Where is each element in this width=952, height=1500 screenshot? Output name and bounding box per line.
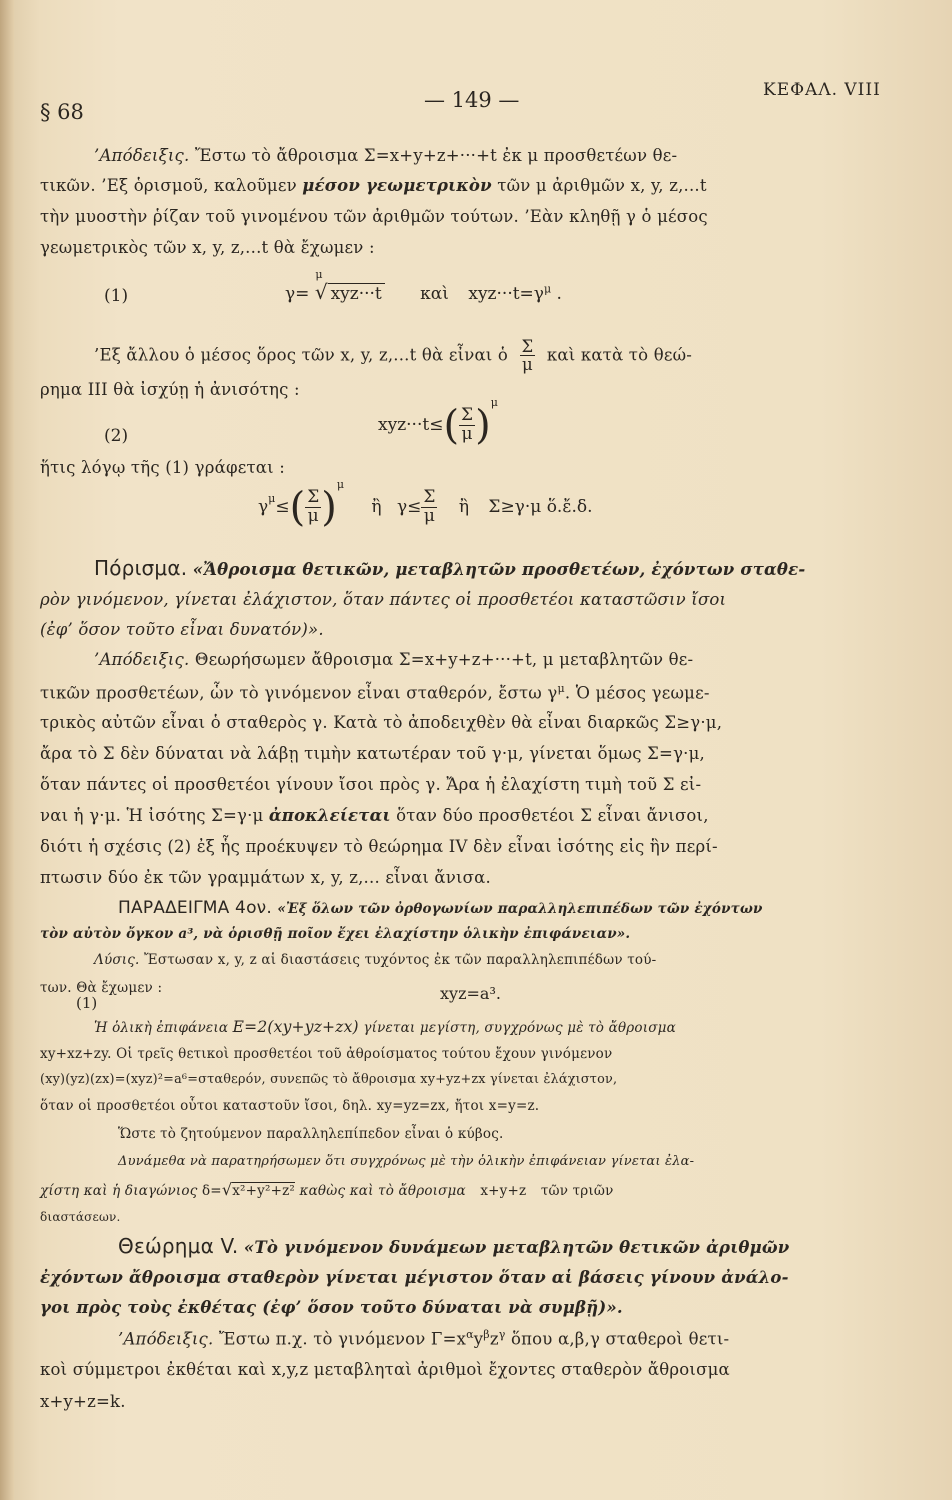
proof-label: ’Απόδειξις. — [94, 146, 190, 165]
eq2-label: (2) — [104, 426, 129, 446]
eq3-intro: ἥτις λόγῳ τῆς (1) γράφεται : — [40, 458, 285, 477]
porisma-label: Πόρισμα. — [94, 556, 188, 580]
example-line8: ὅταν οἱ προσθετέοι οὗτοι καταστοῦν ἴσοι, δηλ. xy=yz=zx, ἤτοι x=y=z. — [40, 1098, 540, 1114]
mean-line: ’Εξ ἄλλου ὁ μέσος ὅρος τῶν x, y, z,...t θὰ εἶναι ὁ $\frac{\Sigma}{\mu}$ καὶ κατὰ τὸ θεώ- — [94, 337, 693, 375]
example-line5: Ἡ ὁλικὴ ἐπιφάνεια E=2(xy+yz+zx) γίνεται μεγίστη, συγχρόνως μὲ τὸ ἄθροισμα — [94, 1018, 676, 1036]
proof1-line3: τὴν μυοστὴν ῥίζαν τοῦ γινομένου τῶν ἀριθμῶν τούτων. ’Εὰν κληθῇ γ ὁ μέσος — [40, 207, 708, 226]
proof2-line1: ’Απόδειξις. Θεωρήσωμεν ἄθροισμα Σ=x+y+z+···+t, μ μεταβλητῶν θε- — [94, 650, 694, 669]
example-line12: διαστάσεων. — [40, 1210, 121, 1224]
theorem5-label: Θεώρημα V. — [118, 1234, 239, 1258]
porisma-line2: ρὸν γινόμενον, γίνεται ἐλάχιστον, ὅταν πάντες οἱ προσθετέοι καταστῶσιν ἴσοι — [40, 590, 727, 609]
proof1-line2: τικῶν. ’Εξ ὁρισμοῦ, καλοῦμεν μέσον γεωμετρικὸν τῶν μ ἀριθμῶν x, y, z,...t — [40, 176, 707, 195]
proof2-line4: ἄρα τὸ Σ δὲν δύναται νὰ λάβῃ τιμὴν κατωτέραν τοῦ γ·μ, γίνεται ὅμως Σ=γ·μ, — [40, 744, 705, 763]
theorem5-line1: Θεώρημα V. «Τὸ γινόμενον δυνάμεων μεταβλητῶν θετικῶν ἀριθμῶν — [118, 1234, 790, 1258]
proof2-line5: ὅταν πάντες οἱ προσθετέοι γίνουν ἴσοι πρὸς γ. Ἄρα ἡ ἐλαχίστη τιμὴ τοῦ Σ εἰ- — [40, 775, 702, 794]
eq3-formula: $\gamma^\mu\le$( $\frac{\Sigma}{\mu}$ )$^\mu$ ἢ γ≤ $\frac{\Sigma}{\mu}$ ἢ Σ≥γ·μ ὅ.ἔ.δ. — [258, 478, 593, 531]
example-label: ΠΑΡΑΔΕΙΓΜΑ 4ον. — [118, 898, 272, 918]
example-line2: τὸν αὐτὸν ὄγκον a³, νὰ ὁρισθῇ ποῖον ἔχει ἐλαχίστην ὁλικὴν ἐπιφάνειαν». — [40, 926, 631, 942]
proof2-line6: ναι ἡ γ·μ. Ἡ ἰσότης Σ=γ·μ ἀποκλείεται ὅταν δύο προσθετέοι Σ εἶναι ἄνισοι, — [40, 806, 709, 825]
radical-sign: √ — [314, 280, 328, 304]
section-number: § 68 — [40, 100, 84, 124]
theorem5-proof-line1: ’Απόδειξις. Ἔστω π.χ. τὸ γινόμενον $\Gamma=x^\alpha y^\beta z^\gamma$ ὅπου α,β,γ σταθεροὶ θετι- — [118, 1328, 730, 1349]
radical-sign: √ — [221, 1180, 233, 1199]
mean-line2: ρημα III θὰ ἰσχύῃ ἡ ἀνισότης : — [40, 380, 300, 399]
proof2-line3: τρικὸς αὐτῶν εἶναι ὁ σταθερὸς γ. Κατὰ τὸ ἀποδειχθὲν θὰ εἶναι διαρκῶς Σ≥γ·μ, — [40, 713, 723, 732]
porisma-line3: (ἐφ’ ὅσον τοῦτο εἶναι δυνατόν)». — [40, 620, 324, 639]
proof1-line1: ’Απόδειξις. Ἔστω τὸ ἄθροισμα Σ=x+y+z+···+t ἐκ μ προσθετέων θε- — [94, 146, 678, 165]
example-line7: (xy)(yz)(zx)=(xyz)²=a⁶=σταθερόν, συνεπῶς τὸ ἄθροισμα xy+yz+zx γίνεται ἐλάχιστον, — [40, 1072, 618, 1087]
example-line1: ΠΑΡΑΔΕΙΓΜΑ 4ον. «Ἐξ ὅλων τῶν ὀρθογωνίων παραλληλεπιπέδων τῶν ἐχόντων — [118, 898, 763, 918]
term-geometric-mean: μέσον γεωμετρικὸν — [302, 176, 492, 195]
theorem5-line2: ἐχόντων ἄθροισμα σταθερὸν γίνεται μέγιστον ὅταν αἱ βάσεις γίνουν ἀνάλο- — [40, 1268, 789, 1287]
page-number: — 149 — — [424, 88, 520, 112]
proof2-line2: τικῶν προσθετέων, ὧν τὸ γινόμενον εἶναι σταθερόν, ἔστω $\gamma^\mu$. Ὁ μέσος γεωμε- — [40, 682, 710, 703]
chapter-label: ΚΕΦΑΛ. VIII — [763, 80, 881, 100]
sigma-over-mu: $\frac{\Sigma}{\mu}$ — [521, 337, 534, 375]
theorem5-proof-line3: x+y+z=k. — [40, 1392, 126, 1411]
eq1-formula: γ= μ √ xyz···t καὶ $xyz\cdot\cdot\cdot t=\gamma^\mu$ . — [285, 268, 562, 304]
eq1-label: (1) — [104, 286, 129, 306]
eq2-formula: xyz···t≤( $\frac{\Sigma}{\mu}$ )$^\mu$ — [378, 396, 498, 449]
proof1-line4: γεωμετρικὸς τῶν x, y, z,...t θὰ ἔχωμεν : — [40, 238, 375, 257]
example-line9: Ὥστε τὸ ζητούμενον παραλληλεπίπεδον εἶναι ὁ κύβος. — [118, 1126, 504, 1142]
example-line4: των. Θὰ ἔχωμεν : — [40, 980, 163, 996]
example-line11: χίστη καὶ ἡ διαγώνιος δ=√x²+y²+z² καθὼς καὶ τὸ ἄθροισμα x+y+z τῶν τριῶν — [40, 1180, 614, 1199]
example-line6: xy+xz+zy. Οἱ τρεῖς θετικοὶ προσθετέοι τοῦ ἀθροίσματος τούτου ἔχουν γινόμενον — [40, 1046, 613, 1062]
example-eq-label: (1) — [76, 994, 98, 1012]
theorem5-line3: γοι πρὸς τοὺς ἐκθέτας (ἐφ’ ὅσον τοῦτο δύναται νὰ συμβῇ)». — [40, 1298, 623, 1317]
example-eq: xyz=a³. — [440, 984, 501, 1003]
page-binding-edge — [0, 0, 14, 1500]
porisma-line1: Πόρισμα. «Ἄθροισμα θετικῶν, μεταβλητῶν προσθετέων, ἐχόντων σταθε- — [94, 556, 806, 580]
example-line10: Δυνάμεθα νὰ παρατηρήσωμεν ὅτι συγχρόνως μὲ τὴν ὁλικὴν ἐπιφάνειαν γίνεται ἐλα- — [118, 1154, 695, 1169]
proof2-line8: πτωσιν δύο ἐκ τῶν γραμμάτων x, y, z,... εἶναι ἄνισα. — [40, 868, 491, 887]
example-line3: Λύσις. Ἔστωσαν x, y, z αἱ διαστάσεις τυχόντος ἐκ τῶν παραλληλεπιπέδων τού- — [94, 952, 657, 968]
theorem5-proof-line2: κοὶ σύμμετροι ἐκθέται καὶ x,y,z μεταβληταὶ ἀριθμοὶ ἔχοντες σταθερὸν ἄθροισμα — [40, 1360, 730, 1379]
proof2-line7: διότι ἡ σχέσις (2) ἐξ ἧς προέκυψεν τὸ θεώρημα IV δὲν εἶναι ἰσότης εἰς ἣν περί- — [40, 837, 718, 856]
